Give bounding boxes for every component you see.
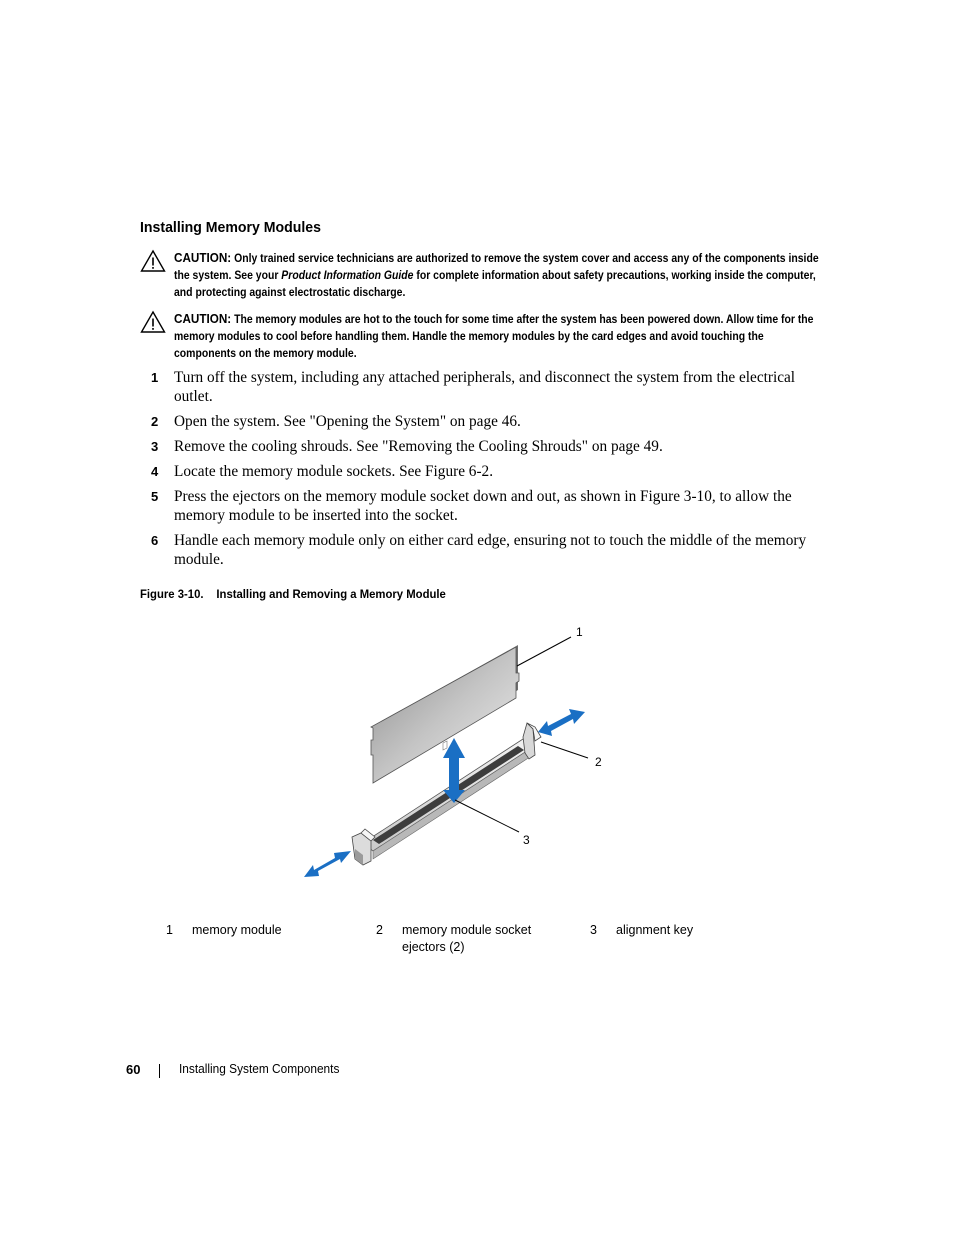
step-text: Handle each memory module only on either card edge, ensuring not to touch the middle of the memory module.	[174, 532, 807, 568]
step-number: 1	[151, 370, 159, 385]
caution-text-end: for complete information about safety precautions, working inside the computer, and protecting against electrostatic discharge.	[174, 269, 816, 299]
guide-title: Product Information Guide	[281, 269, 414, 282]
step-item	[148, 368, 818, 406]
warning-triangle-icon	[140, 249, 166, 273]
step-item	[148, 412, 818, 431]
warning-triangle-icon	[140, 310, 166, 334]
figure-number: Figure 3-10.	[140, 587, 204, 601]
step-text: Remove the cooling shrouds. See "Removing the Cooling Shrouds" on page 49.	[174, 438, 663, 455]
caution-text: Only trained service technicians are authorized to remove the system cover and access any of the components inside the system. See your	[174, 252, 819, 282]
caution-text: The memory modules are hot to the touch for some time after the system has been powered down. Allow time for the memory modules to cool before handling them. Handle the memory modules by the card edges and avoid touching the components on the memory module.	[174, 313, 814, 360]
caution-notice	[140, 249, 820, 301]
legend-text: memory module	[192, 923, 282, 937]
step-number: 6	[151, 533, 159, 548]
step-text: Press the ejectors on the memory module socket down and out, as shown in Figure 3-10, to allow the memory module to be inserted into the socket.	[174, 488, 792, 524]
step-item	[148, 462, 818, 481]
page-number: 60	[126, 1062, 141, 1077]
legend-number: 3	[590, 923, 597, 937]
callout-label: 3	[523, 833, 530, 847]
section-title: Installing Memory Modules	[140, 219, 321, 236]
callout-label: 1	[576, 625, 583, 639]
step-item	[148, 487, 818, 525]
procedure-steps	[148, 368, 818, 575]
arrow-ejector-left-icon	[304, 851, 351, 877]
step-text: Turn off the system, including any attached peripherals, and disconnect the system from the electrical outlet.	[174, 369, 796, 405]
legend-number: 1	[166, 923, 173, 937]
step-number: 5	[151, 489, 159, 504]
memory-module-illustration	[295, 615, 625, 885]
step-item	[148, 531, 818, 569]
caution-label: CAUTION:	[174, 250, 232, 265]
step-number: 4	[151, 464, 159, 479]
footer-divider	[159, 1064, 160, 1078]
legend-number: 2	[376, 923, 383, 937]
figure-caption	[140, 587, 446, 601]
legend-text: memory module socket ejectors (2)	[402, 923, 532, 954]
step-item	[148, 437, 818, 456]
step-text: Locate the memory module sockets. See Figure 6-2.	[174, 463, 494, 480]
chapter-title: Installing System Components	[179, 1062, 340, 1076]
caution-label: CAUTION:	[174, 311, 232, 326]
memory-module-diagram	[295, 615, 625, 885]
step-number: 3	[151, 439, 159, 454]
socket-ejector-right	[523, 723, 541, 759]
step-text: Open the system. See "Opening the System" on page 46.	[174, 413, 521, 430]
arrow-ejector-right-icon	[538, 709, 585, 736]
figure-title: Installing and Removing a Memory Module	[216, 587, 446, 601]
step-number: 2	[151, 414, 159, 429]
callout-label: 2	[595, 755, 602, 769]
caution-notice	[140, 310, 820, 362]
legend-text: alignment key	[616, 923, 694, 937]
